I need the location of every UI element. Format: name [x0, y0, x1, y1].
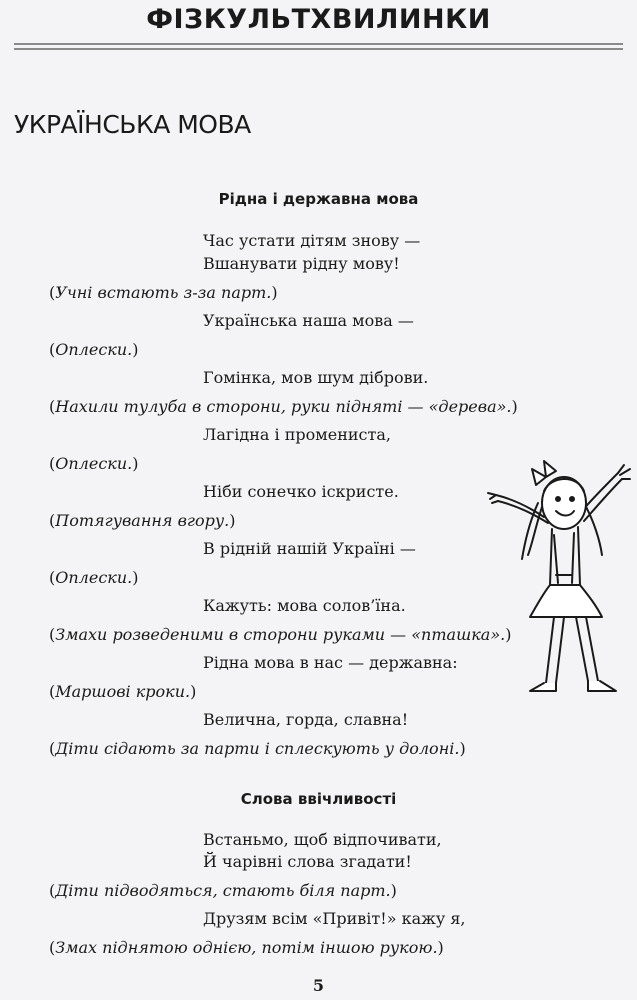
- stage-direction-text: Учні встають з-за парт.: [55, 283, 272, 302]
- stage-direction-text: Маршові кроки.: [55, 682, 191, 701]
- verse-line: Рідна мова в нас — державна:: [203, 653, 458, 672]
- verse-line: В рідній нашій Україні —: [203, 539, 416, 558]
- verse-line: Ніби сонечко іскристе.: [203, 482, 399, 501]
- verse-line: Лагідна і промениста,: [203, 425, 391, 444]
- verse-line: Встаньмо, щоб відпочивати,: [203, 830, 442, 849]
- stage-direction: (Діти сідають за парти і сплескують у долоні.): [49, 739, 466, 758]
- verse-line: Час устати дітям знову —: [203, 231, 421, 250]
- section-title: УКРАЇНСЬКА МОВА: [14, 110, 251, 139]
- poem-title: Слова ввічливості: [240, 790, 397, 808]
- stage-direction: (Маршові кроки.): [49, 682, 197, 701]
- header-rule-top: [14, 43, 623, 45]
- stage-direction-text: Нахили тулуба в сторони, руки підняті — «дерева».: [55, 397, 512, 416]
- page-number: 5: [312, 976, 325, 995]
- stage-direction-text: Оплески.: [55, 340, 133, 359]
- stage-direction: (Нахили тулуба в сторони, руки підняті — «дерева».): [49, 397, 518, 416]
- stage-direction-text: Оплески.: [55, 568, 133, 587]
- verse-line: Й чарівні слова згадати!: [203, 852, 412, 871]
- stage-direction-text: Змах піднятою однією, потім іншою рукою.: [55, 938, 438, 957]
- stage-direction-text: Оплески.: [55, 454, 133, 473]
- verse-line: Гомінка, мов шум діброви.: [203, 368, 429, 387]
- stage-direction: (Діти підводяться, стають біля парт.): [49, 881, 397, 900]
- stage-direction-text: Діти підводяться, стають біля парт.: [55, 881, 391, 900]
- girl-illustration: [484, 455, 634, 700]
- stage-direction: (Оплески.): [49, 568, 139, 587]
- stage-direction-text: Змахи розведеними в сторони руками — «пташка».: [55, 625, 506, 644]
- stage-direction-text: Діти сідають за парти і сплескують у долоні.: [55, 739, 460, 758]
- stage-direction: (Змахи розведеними в сторони руками — «пташка».): [49, 625, 512, 644]
- stage-direction: (Учні встають з-за парт.): [49, 283, 278, 302]
- poem-title: Рідна і державна мова: [218, 190, 419, 208]
- stage-direction-text: Потягування вгору.: [55, 511, 230, 530]
- stage-direction: (Оплески.): [49, 454, 139, 473]
- header-rule-bottom: [14, 48, 623, 50]
- stage-direction: (Змах піднятою однією, потім іншою рукою.): [49, 938, 444, 957]
- stage-direction: (Потягування вгору.): [49, 511, 236, 530]
- verse-line: Друзям всім «Привіт!» кажу я,: [203, 909, 466, 928]
- stage-direction: (Оплески.): [49, 340, 139, 359]
- verse-line: Велична, горда, славна!: [203, 710, 409, 729]
- verse-line: Українська наша мова —: [203, 311, 414, 330]
- page-header-title: ФІЗКУЛЬТХВИЛИНКИ: [146, 4, 491, 35]
- verse-line: Вшанувати рідну мову!: [203, 254, 400, 273]
- verse-line: Кажуть: мова солов’їна.: [203, 596, 406, 615]
